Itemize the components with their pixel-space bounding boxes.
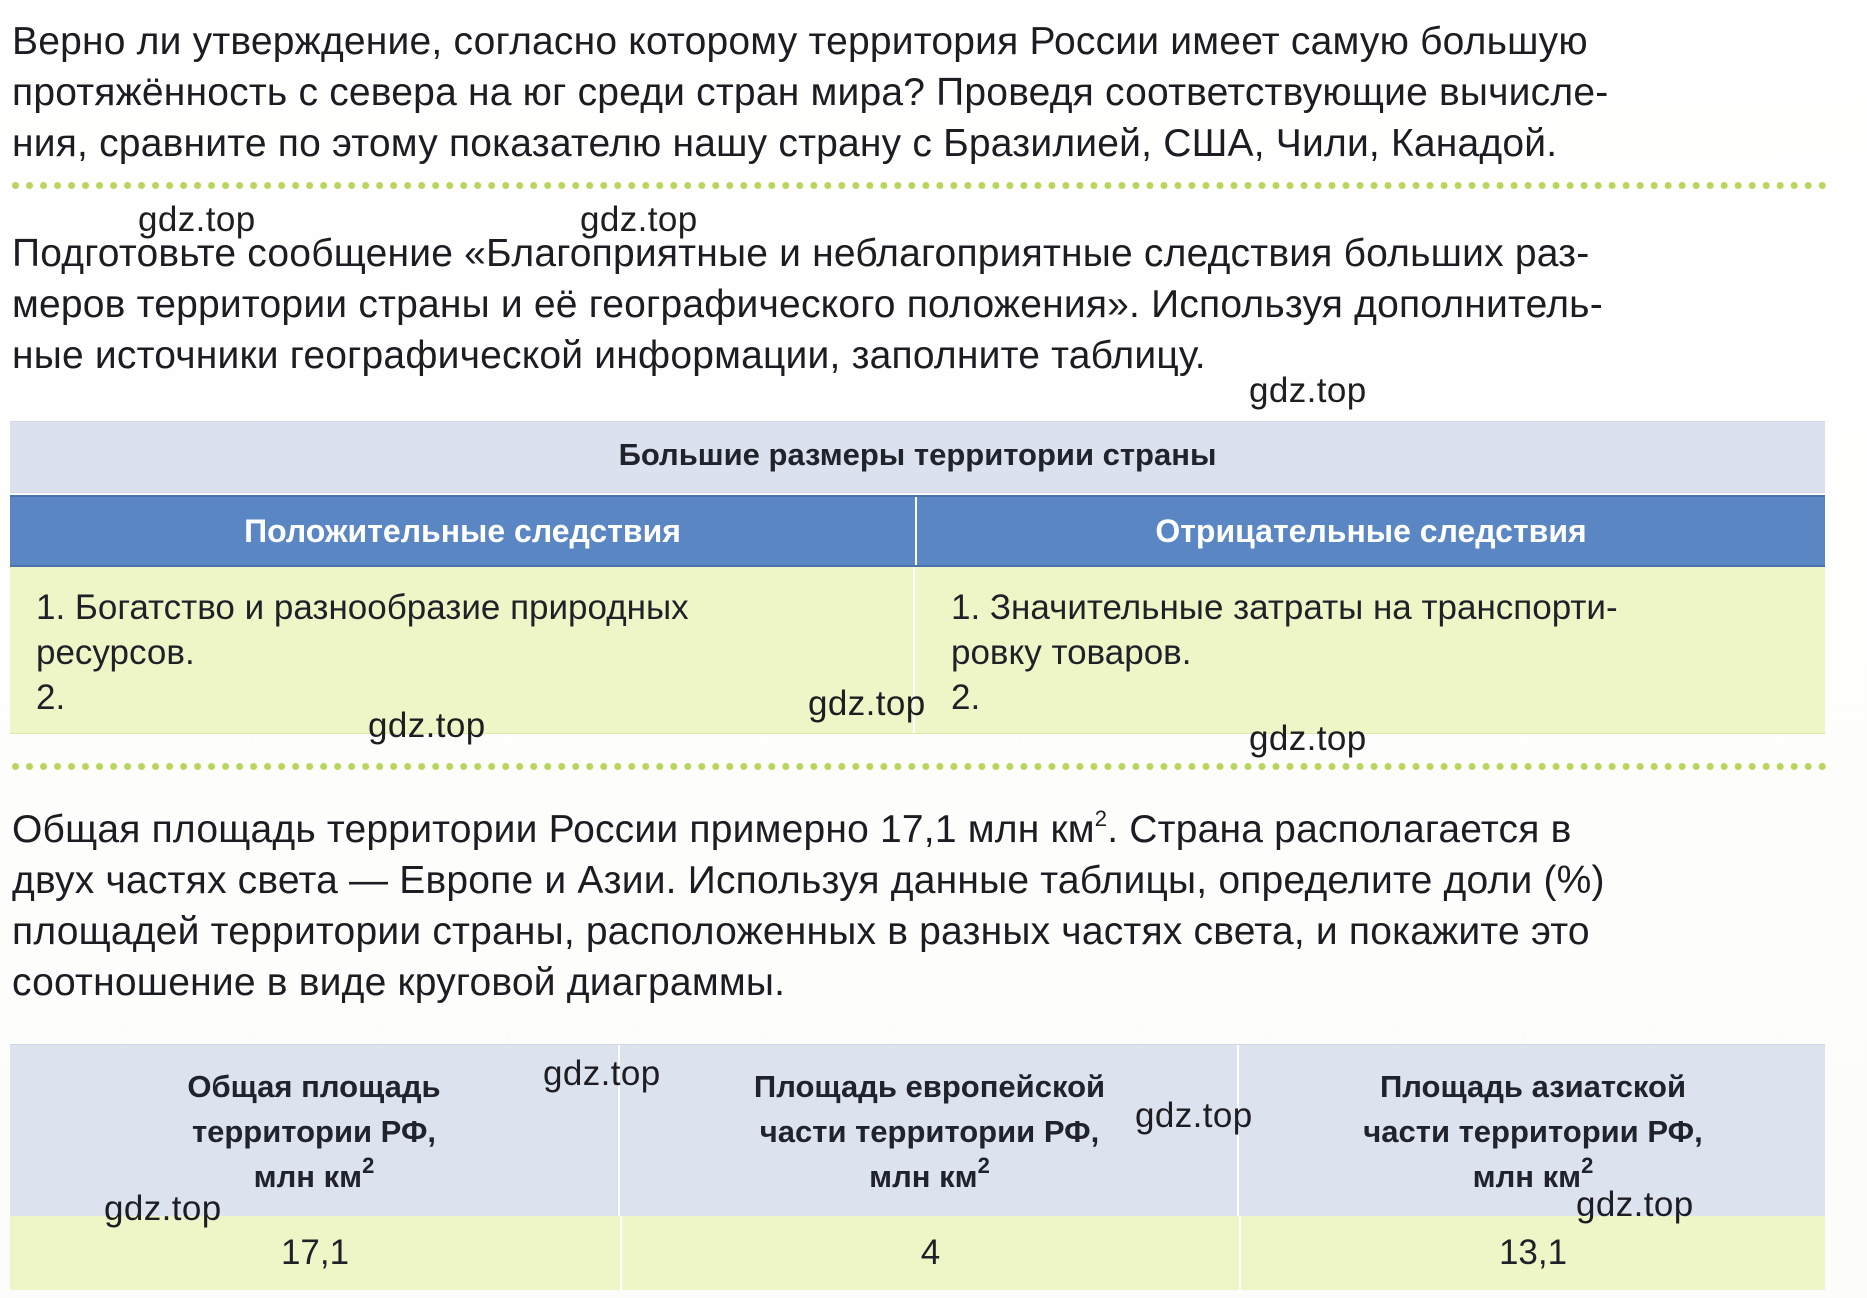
watermark-2: gdz.top [580, 200, 698, 239]
watermark-5: gdz.top [808, 684, 926, 723]
total-area-value: 17,1 [10, 1216, 622, 1290]
negative-consequences-cell [917, 567, 1825, 733]
european-area-value: 4 [622, 1216, 1241, 1290]
question-3-line-1: Общая площадь территории России примерно 17,1 млн $км^2$. Страна располагается в [12, 806, 1572, 851]
negative-consequences-header: Отрицательные следствия [1155, 512, 1587, 549]
watermark-10: gdz.top [1576, 1185, 1694, 1224]
question-2-line-1: Подготовьте сообщение «Благоприятные и неблагоприятные следствия больших раз- [12, 232, 1590, 275]
watermark-7: gdz.top [543, 1054, 661, 1093]
watermark-1: gdz.top [138, 200, 256, 239]
question-1-line-2: протяжённость с севера на юг среди стран мира? Проведя соответствующие вычисле- [12, 71, 1609, 114]
asian-area-value: 13,1 [1498, 1233, 1568, 1272]
question-2-line-3: ные источники географической информации, заполните таблицу. [12, 334, 1206, 377]
separator-2 [12, 763, 1827, 770]
positive-item-2: 2. [36, 678, 66, 717]
question-1 [12, 16, 1832, 169]
negative-item-1-line-1: 1. Значительные затраты на транспорти- [951, 588, 1618, 627]
area-table-body [10, 1216, 1825, 1290]
question-1-line-1: Верно ли утверждение, согласно которому территория России имеет самую большую [12, 20, 1588, 63]
watermark-8: gdz.top [1135, 1096, 1253, 1135]
separator-1 [12, 182, 1827, 189]
question-3-line-2: двух частях света — Европе и Азии. Используя данные таблицы, определите доли (%) [12, 859, 1605, 902]
area-table-header [10, 1044, 1825, 1217]
question-2-line-2: меров территории страны и её географического положения». Используя дополнитель- [12, 283, 1603, 326]
watermark-4: gdz.top [368, 706, 486, 745]
territory-table-header [10, 495, 1825, 567]
negative-item-2: 2. [951, 678, 981, 717]
asian-area-header: Площадь азиатской части территории РФ, млн $км^2$ [1363, 1068, 1703, 1194]
question-3 [12, 804, 1832, 1008]
territory-table-title: Большие размеры территории страны [618, 437, 1217, 472]
question-1-line-3: ния, сравните по этому показателю нашу страну с Бразилией, США, Чили, Канадой. [12, 122, 1558, 165]
question-3-line-4: соотношение в виде круговой диаграммы. [12, 961, 786, 1004]
positive-item-1-line-2: ресурсов. [36, 633, 195, 672]
question-2 [12, 228, 1832, 381]
territory-table-title-band [10, 421, 1825, 493]
positive-consequences-header: Положительные следствия [10, 497, 917, 565]
watermark-6: gdz.top [1249, 719, 1367, 758]
negative-item-1-line-2: ровку товаров. [951, 633, 1192, 672]
total-area-header: Общая площадь территории РФ, млн $км^2$ [10, 1045, 620, 1217]
positive-item-1-line-1: 1. Богатство и разнообразие природных [36, 588, 689, 627]
question-3-line-3: площадей территории страны, расположенных в разных частях света, и покажите это [12, 910, 1590, 953]
watermark-3: gdz.top [1249, 371, 1367, 410]
european-area-header: Площадь европейской части территории РФ, млн $км^2$ [622, 1045, 1239, 1217]
watermark-9: gdz.top [104, 1189, 222, 1228]
